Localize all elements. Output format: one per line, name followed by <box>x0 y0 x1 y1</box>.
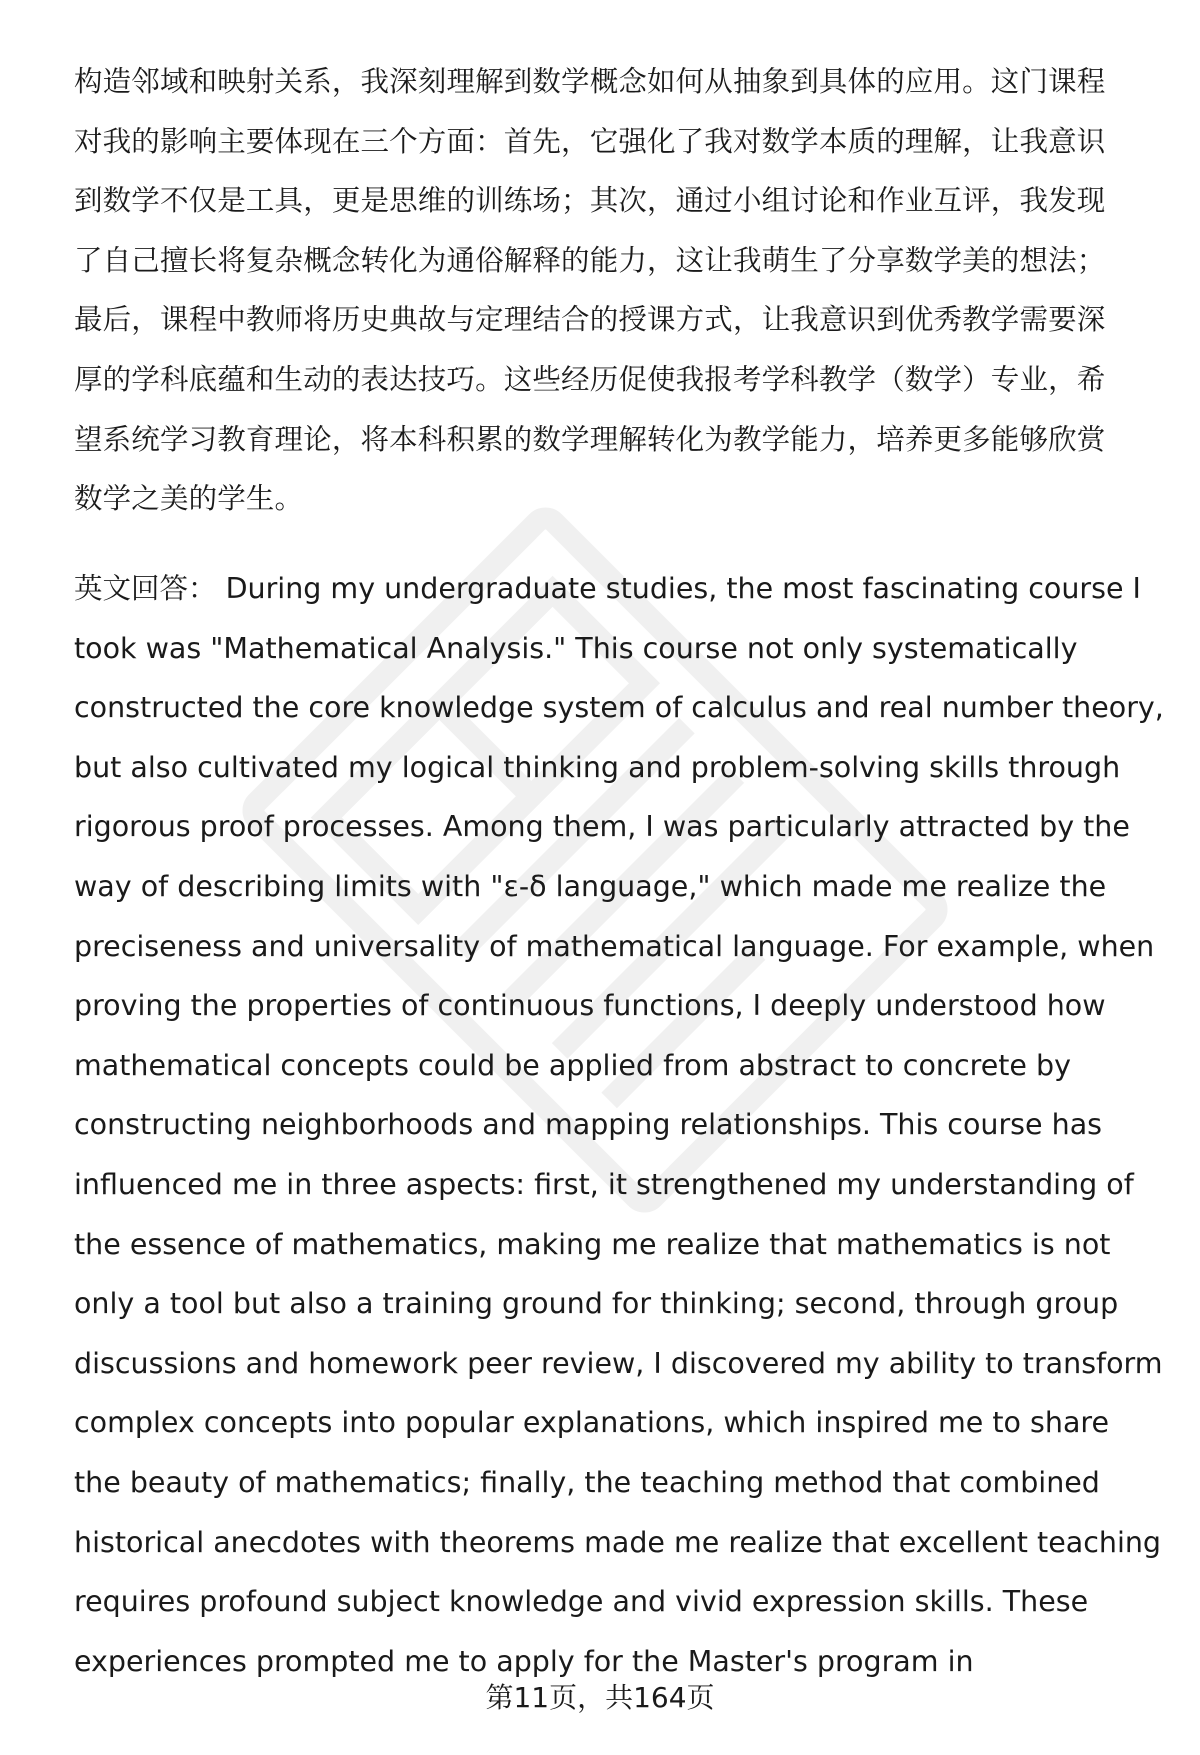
english-line: constructing neighborhoods and mapping relationships. This course has <box>74 1108 1103 1142</box>
english-line: preciseness and universality of mathematical language. For example, when <box>74 929 1155 963</box>
chinese-answer-paragraph <box>74 52 1154 529</box>
english-line: complex concepts into popular explanations, which inspired me to share <box>74 1406 1110 1440</box>
english-line: During my undergraduate studies, the most fascinating course I <box>225 572 1141 605</box>
english-line: only a tool but also a training ground for thinking; second, through group <box>74 1287 1119 1321</box>
chinese-line: 厚的学科底蕴和生动的表达技巧。这些经历促使我报考学科教学（数学）专业，希 <box>74 362 1106 396</box>
english-line: way of describing limits with "ε-δ language," which made me realize the <box>74 869 1107 903</box>
english-line: the beauty of mathematics; finally, the teaching method that combined <box>74 1465 1100 1499</box>
chinese-line: 对我的影响主要体现在三个方面：首先，它强化了我对数学本质的理解，让我意识 <box>74 124 1106 158</box>
english-line: historical anecdotes with theorems made me realize that excellent teaching <box>74 1525 1162 1559</box>
english-line: rigorous proof processes. Among them, I was particularly attracted by the <box>74 810 1130 844</box>
chinese-line: 望系统学习教育理论，将本科积累的数学理解转化为教学能力，培养更多能够欣赏 <box>74 422 1106 456</box>
chinese-line: 数学之美的学生。 <box>74 482 304 516</box>
english-line: experiences prompted me to apply for the Master's program in <box>74 1644 974 1678</box>
english-first-line <box>74 559 1154 619</box>
chinese-line: 了自己擅长将复杂概念转化为通俗解释的能力，这让我萌生了分享数学美的想法； <box>74 243 1106 277</box>
english-answer-label: 英文回答： <box>74 572 217 605</box>
chinese-line: 最后，课程中教师将历史典故与定理结合的授课方式，让我意识到优秀教学需要深 <box>74 303 1106 337</box>
english-line: proving the properties of continuous functions, I deeply understood how <box>74 989 1106 1023</box>
english-line: but also cultivated my logical thinking and problem-solving skills through <box>74 750 1121 784</box>
english-line: influenced me in three aspects: first, it strengthened my understanding of <box>74 1167 1134 1201</box>
chinese-line: 构造邻域和映射关系，我深刻理解到数学概念如何从抽象到具体的应用。这门课程 <box>74 65 1106 98</box>
english-line: mathematical concepts could be applied from abstract to concrete by <box>74 1048 1071 1082</box>
chinese-line: 到数学不仅是工具，更是思维的训练场；其次，通过小组讨论和作业互评，我发现 <box>74 184 1106 218</box>
english-line: the essence of mathematics, making me realize that mathematics is not <box>74 1227 1111 1261</box>
english-line: requires profound subject knowledge and vivid expression skills. These <box>74 1585 1089 1619</box>
english-line: constructed the core knowledge system of calculus and real number theory, <box>74 691 1164 725</box>
page-number-footer: 第11页，共164页 <box>485 1681 715 1714</box>
english-line: took was "Mathematical Analysis." This course not only systematically <box>74 631 1078 665</box>
english-answer-paragraph <box>74 559 1164 1691</box>
english-line: discussions and homework peer review, I discovered my ability to transform <box>74 1346 1163 1380</box>
